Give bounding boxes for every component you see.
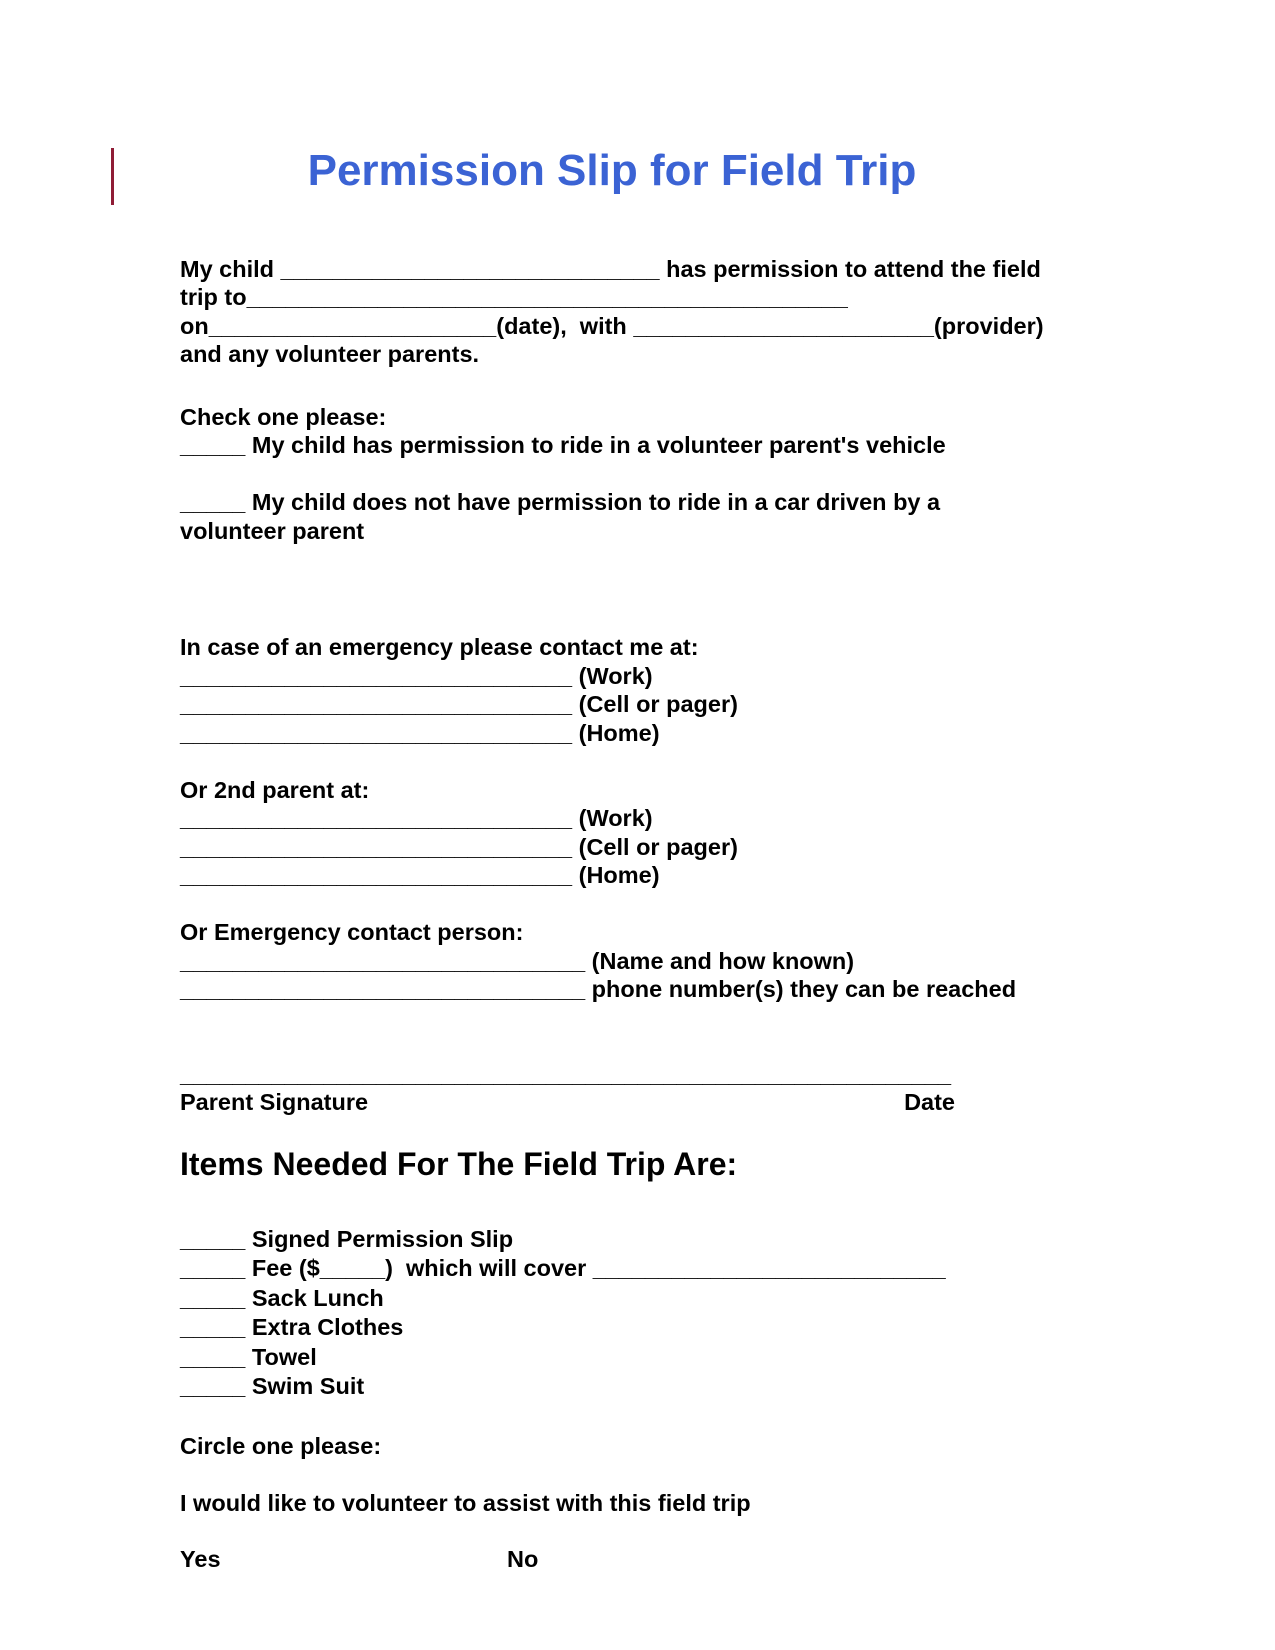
second-parent-cell-line[interactable]: ______________________________ (Cell or pager) — [180, 833, 738, 860]
intro-line-child-name[interactable]: My child _____________________________ has permission to attend the field — [180, 255, 1041, 282]
margin-accent-line — [111, 148, 114, 205]
checklist-item-swim-suit[interactable]: _____ Swim Suit — [180, 1373, 365, 1400]
intro-line-trip-to[interactable]: trip to______________________________________________ — [180, 284, 848, 311]
emergency-home-line[interactable]: ______________________________ (Home) — [180, 719, 660, 746]
volunteer-prompt: I would like to volunteer to assist with this field trip — [180, 1489, 751, 1516]
emergency-person-phone-line[interactable]: _______________________________ phone number(s) they can be reached — [180, 976, 1017, 1003]
check-option-ride-not-permitted-line1[interactable]: _____ My child does not have permission to ride in a car driven by a — [180, 489, 941, 516]
check-option-ride-permitted[interactable]: _____ My child has permission to ride in a volunteer parent's vehicle — [180, 432, 946, 459]
items-checklist — [180, 1225, 1160, 1402]
option-no[interactable]: No — [507, 1545, 539, 1572]
emergency-contact-section — [180, 633, 1160, 747]
option-yes[interactable]: Yes — [180, 1545, 221, 1572]
checklist-item-extra-clothes[interactable]: _____ Extra Clothes — [180, 1314, 404, 1341]
checklist-item-fee[interactable]: _____ Fee ($_____) which will cover ___________________________ — [180, 1255, 946, 1282]
check-option-ride-not-permitted[interactable] — [180, 488, 1160, 545]
date-label: Date — [904, 1089, 955, 1116]
intro-paragraph — [180, 255, 1160, 369]
signature-label-row — [180, 1088, 955, 1117]
check-one-section — [180, 403, 1160, 460]
emergency-person-section — [180, 918, 1160, 1004]
emergency-person-name-line[interactable]: _______________________________ (Name and how known) — [180, 947, 855, 974]
parent-signature-label: Parent Signature — [180, 1089, 369, 1116]
emergency-work-line[interactable]: ______________________________ (Work) — [180, 662, 653, 689]
items-needed-heading: Items Needed For The Field Trip Are: — [180, 1145, 738, 1182]
second-parent-work-line[interactable]: ______________________________ (Work) — [180, 805, 653, 832]
checklist-item-permission-slip[interactable]: _____ Signed Permission Slip — [180, 1225, 514, 1252]
circle-one-heading: Circle one please: — [180, 1432, 382, 1459]
checklist-item-towel[interactable]: _____ Towel — [180, 1343, 317, 1370]
second-parent-heading: Or 2nd parent at: — [180, 776, 370, 803]
intro-line-date-provider[interactable]: on______________________(date), with _______________________(provider) — [180, 312, 1044, 339]
check-one-heading: Check one please: — [180, 403, 387, 430]
second-parent-home-line[interactable]: ______________________________ (Home) — [180, 862, 660, 889]
document-body — [180, 255, 1160, 1574]
emergency-person-heading: Or Emergency contact person: — [180, 919, 524, 946]
signature-rule-line[interactable]: ___________________________________________________________ — [180, 1060, 952, 1087]
second-parent-section — [180, 776, 1160, 890]
check-option-ride-not-permitted-line2: volunteer parent — [180, 517, 365, 544]
intro-line-volunteer-parents: and any volunteer parents. — [180, 341, 480, 368]
checklist-item-sack-lunch[interactable]: _____ Sack Lunch — [180, 1284, 384, 1311]
page-title: Permission Slip for Field Trip — [307, 146, 917, 195]
emergency-contact-heading: In case of an emergency please contact me at: — [180, 634, 699, 661]
emergency-cell-line[interactable]: ______________________________ (Cell or pager) — [180, 691, 738, 718]
yes-no-row — [180, 1545, 1160, 1574]
